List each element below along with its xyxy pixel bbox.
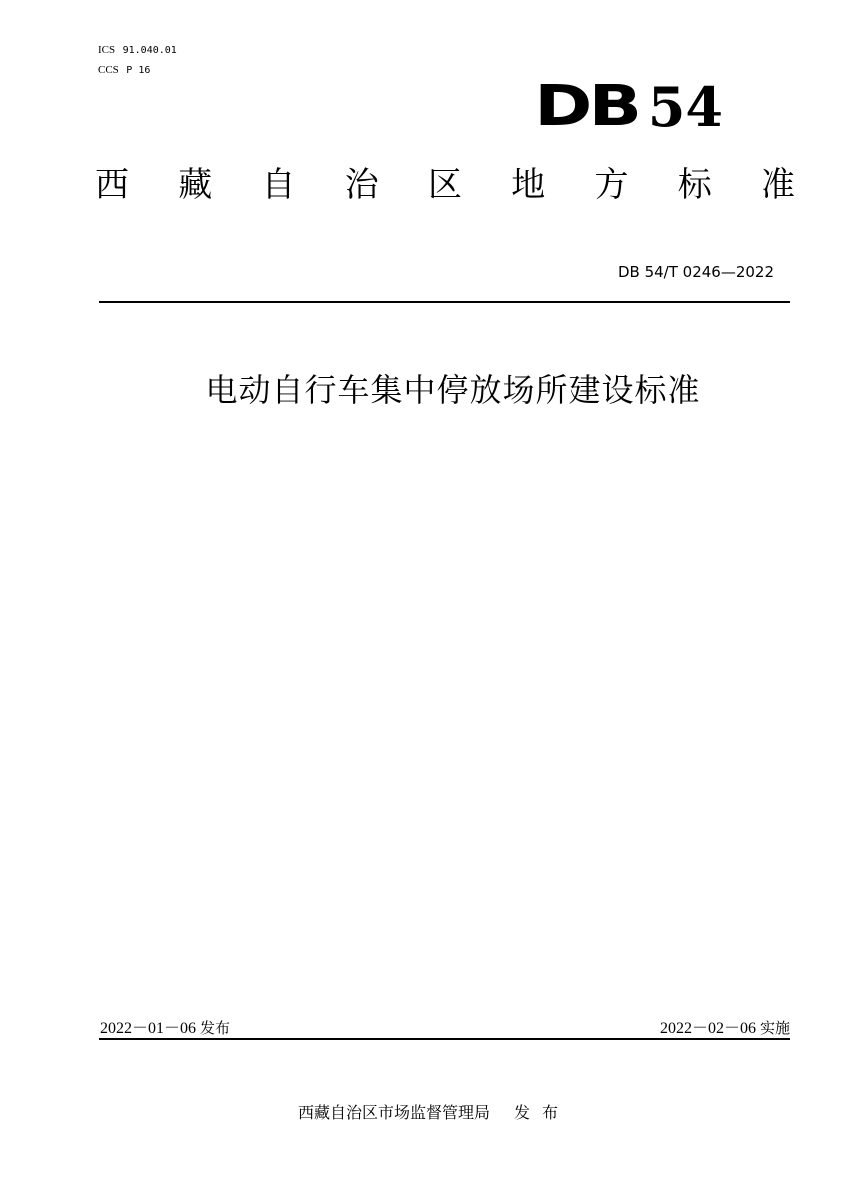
ccs-code: P 16 [126,65,151,76]
issue-date-block [100,1018,230,1039]
ics-label: ICS [98,44,116,56]
effective-date: 2022－02－06 [659,1020,756,1037]
ics-line [98,43,177,58]
publisher-action: 发布 [514,1103,571,1122]
ics-code: 91.040.01 [122,45,177,56]
standard-type-char: 标 [677,165,712,205]
standard-type-char: 区 [428,165,462,205]
publisher-line [0,1100,850,1123]
standard-type-heading [95,163,795,207]
standard-type-char: 地 [511,165,546,205]
effective-label: 实施 [759,1019,790,1037]
standard-number: DB 54/T 0246—2022 [617,263,774,281]
standard-type-char: 治 [344,165,379,205]
header-divider [99,301,790,303]
issue-label: 发布 [200,1019,231,1037]
db-logo-number: 54 [647,75,723,139]
db-logo-letters: DB [533,74,638,139]
publisher-name: 西藏自治区市场监督管理局 [297,1103,490,1122]
standard-type-char: 西 [95,165,129,205]
effective-date-block [660,1018,790,1039]
footer-divider [99,1038,790,1040]
standard-type-char: 准 [761,165,795,205]
issue-date: 2022－01－06 [100,1020,197,1037]
document-title: 电动自行车集中停放场所建设标准 [205,371,701,409]
ccs-label: CCS [98,64,119,76]
ccs-line [98,63,150,78]
standard-type-char: 藏 [178,165,213,205]
db-logo [533,74,723,139]
standard-type-char: 自 [261,165,296,205]
standard-type-char: 方 [594,165,629,205]
